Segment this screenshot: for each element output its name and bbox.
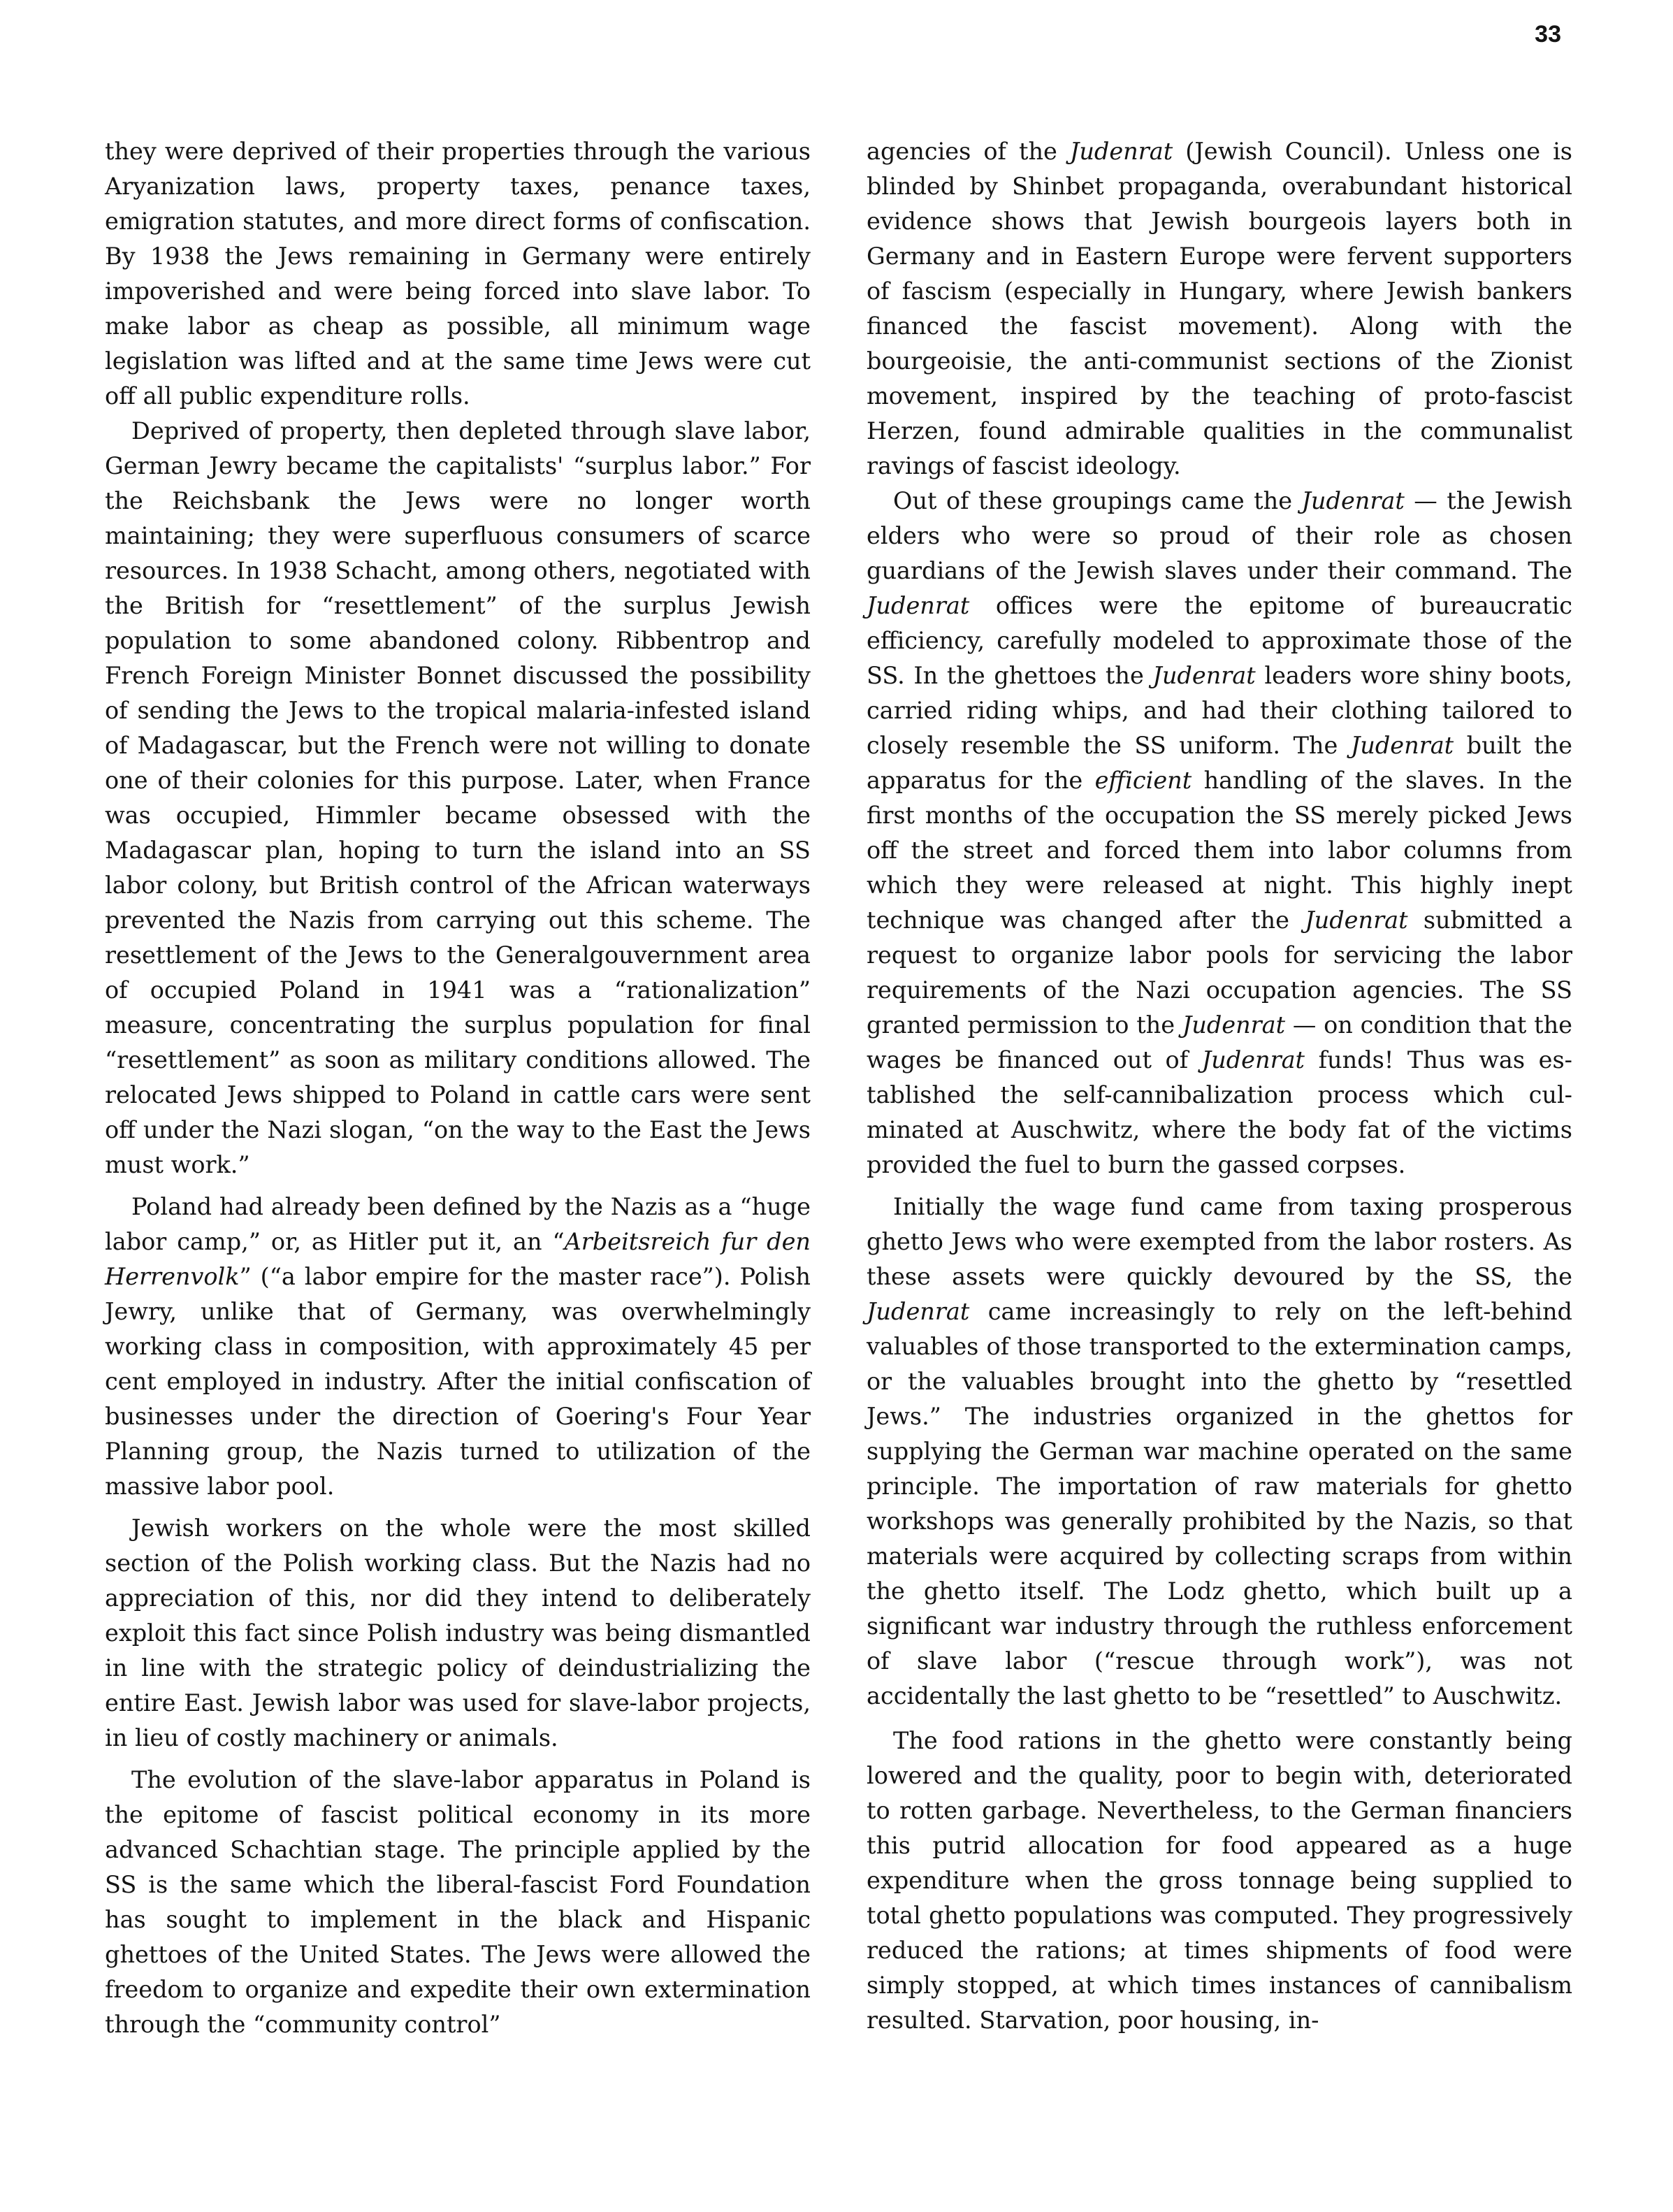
- italic-text: Judenrat: [1182, 1011, 1286, 1039]
- italic-text: Judenrat: [867, 592, 970, 619]
- left-column: [105, 134, 811, 2042]
- text-run: funds! Thus was established the self-cannibalization process which culminated at Auschwitz, where the body fat of the victims provided the fuel to burn the gassed corpses.: [867, 1046, 1572, 1178]
- italic-text: Judenrat: [1350, 732, 1454, 759]
- page-number: 33: [1535, 21, 1561, 48]
- paragraph: The evolution of the slave-labor apparatus in Poland is the epitome of fascist political economy in its more advanced Schachtian stage. The principle applied by the SS is the same which the liberal-fascist Ford Foundation has sought to implement in the black and Hispanic ghettoes of the United States. The Jews were allowed the freedom to organize and expedite their own extermination through the “community control”: [105, 1766, 811, 2038]
- italic-text: Judenrat: [1201, 1046, 1305, 1074]
- text-run: offices were the epitome of bureaucratic efficiency, carefully modeled to approximate those of the SS. In the ghettoes the: [867, 592, 1572, 689]
- paragraph: [867, 484, 1572, 1183]
- paragraph: they were deprived of their properties through the various Aryanization laws, property taxes, penance taxes, emigration statutes, and more direct forms of confiscation. By 1938 the Jews remaining in Germany were entirely impoverished and were being forced into slave labor. To make labor as cheap as possible, all minimum wage legislation was lifted and at the same time Jews were cut off all public expenditure rolls.: [105, 138, 811, 410]
- right-column: [867, 134, 1572, 2038]
- paragraph: [105, 1190, 811, 1504]
- italic-text: Judenrat: [867, 1298, 970, 1325]
- text-run: built the apparatus for the: [867, 732, 1572, 794]
- text-run: agencies of the: [867, 138, 1070, 165]
- text-run: Out of these groupings came the: [893, 487, 1302, 514]
- text-run: Initially the wage fund came from taxing prosperous ghetto Jews who were exempted from the labor rosters. As these assets were quickly devoured by the SS, the: [867, 1193, 1572, 1290]
- italic-text: Arbeitsreich fur den Herrenvolk: [105, 1228, 811, 1290]
- text-run: ” (“a labor empire for the master race”). Polish Jewry, unlike that of Germany, was overwhelmingly working class in composition, with approximately 45 per cent employed in industry. After the initial confiscation of businesses under the direction of Goering's Four Year Planning group, the Nazis turned to utilization of the massive labor pool.: [105, 1263, 811, 1500]
- text-run: — on condition that the wages be financed out of: [867, 1011, 1572, 1074]
- italic-text: Judenrat: [1069, 138, 1173, 165]
- text-run: — the Jewish elders who were so proud of their role as chosen guardians of the Jewish slaves under their command. The: [867, 487, 1572, 584]
- text-run: handling of the slaves. In the first months of the occupation the SS merely picked Jews off the street and forced them into labor columns from which they were released at night. This highly inept technique was changed after the: [867, 767, 1572, 934]
- text-run: (Jewish Council). Unless one is blinded by Shinbet propaganda, overabundant historical evidence shows that Jewish bourgeois layers both in Germany and in Eastern Europe were fervent supporters of fascism (especially in Hungary, where Jewish bankers financed the fascist movement). Along with the bourgeoisie, the anti-communist sections of the Zionist movement, inspired by the teaching of proto-fascist Herzen, found admirable qualities in the communalist ravings of fascist ideology.: [867, 138, 1572, 479]
- text-run: came increasingly to rely on the left-behind valuables of those transported to the extermination camps, or the valuables brought into the ghetto by “resettled Jews.” The industries organized in the ghettos for supplying the German war machine operated on the same principle. The importation of raw materials for ghetto workshops was generally prohibited by the Nazis, so that materials were acquired by collecting scraps from within the ghetto itself. The Lodz ghetto, which built up a significant war industry through the ruthless enforcement of slave labor (“rescue through work”), was not accidentally the last ghetto to be “resettled” to Auschwitz.: [867, 1298, 1572, 1709]
- paragraph: Deprived of property, then depleted through slave labor, German Jewry became the capitalists' “surplus labor.” For the Reichsbank the Jews were no longer worth maintaining; they were superfluous consumers of scarce resources. In 1938 Schacht, among others, negotiated with the British for “resettlement” of the surplus Jewish population to some abandoned colony. Ribbentrop and French Foreign Minister Bonnet discussed the possibility of sending the Jews to the tropical malaria-infested island of Madagascar, but the French were not willing to donate one of their colonies for this purpose. Later, when France was occupied, Himmler became obsessed with the Madagascar plan, hoping to turn the island into an SS labor colony, but British control of the African waterways prevented the Nazis from carrying out this scheme. The resettlement of the Jews to the Generalgouvernment area of occupied Poland in 1941 was a “rationalization” measure, concentrating the surplus population for final “resettlement” as soon as military conditions allowed. The relocated Jews shipped to Poland in cattle cars were sent off under the Nazi slogan, “on the way to the East the Jews must work.”: [105, 417, 811, 1178]
- paragraph: [867, 134, 1572, 484]
- italic-text: Judenrat: [1301, 487, 1405, 514]
- text-run: leaders wore shiny boots, carried riding whips, and had their clothing tailored to closely resemble the SS uniform. The: [867, 662, 1572, 759]
- paragraph: [867, 1190, 1572, 1714]
- italic-text: Judenrat: [1305, 906, 1408, 934]
- text-run: Poland had already been defined by the Nazis as a “huge labor camp,” or, as Hitler put it, an “: [105, 1193, 811, 1255]
- italic-text: efficient: [1094, 767, 1192, 794]
- italic-text: Judenrat: [1152, 662, 1256, 689]
- paragraph: The food rations in the ghetto were constantly being lowered and the quality, poor to begin with, deteriorated to rotten garbage. Nevertheless, to the German financiers this putrid allocation for food appeared as a huge expenditure when the gross tonnage being supplied to total ghetto populations was computed. They progressively reduced the rations; at times shipments of food were simply stopped, at which times instances of cannibalism resulted. Starvation, poor housing, in-: [867, 1727, 1572, 2034]
- paragraph: Jewish workers on the whole were the most skilled section of the Polish working class. But the Nazis had no appreciation of this, nor did they intend to deliberately exploit this fact since Polish industry was being dismantled in line with the strategic policy of deindustrializing the entire East. Jewish labor was used for slave-labor projects, in lieu of costly machinery or animals.: [105, 1515, 811, 1751]
- text-run: submitted a request to organize labor pools for servicing the labor requirements of the Nazi occupation agencies. The SS granted permission to the: [867, 906, 1573, 1039]
